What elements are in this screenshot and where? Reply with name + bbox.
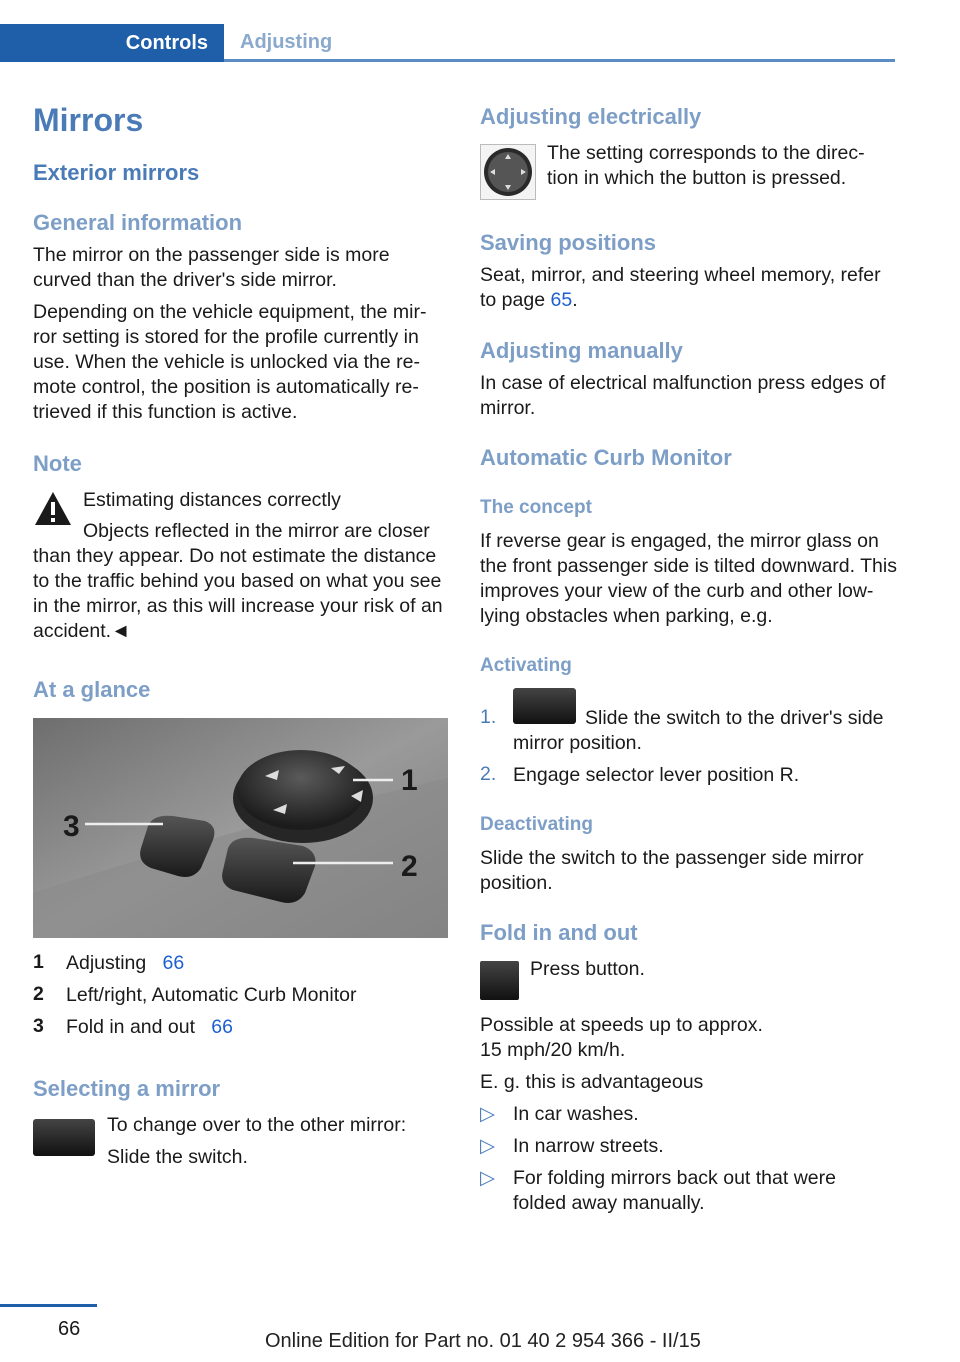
switch-icon	[513, 688, 576, 724]
manual-paragraph: In case of electrical malfunction press edges of mirror.	[480, 372, 886, 419]
heading-adjusting-electrically: Adjusting electrically	[480, 104, 702, 129]
concept-paragraph: If reverse gear is engaged, the mirror glass on the front passenger side is tilted downward. This improves your view of the curb and other low-lying obstacles when parking, e.g.	[480, 530, 897, 627]
page-number: 66	[58, 1318, 81, 1340]
heading-general-info: General information	[33, 210, 243, 235]
figure-label-3: 3	[63, 810, 80, 843]
heading-automatic-curb-monitor: Automatic Curb Monitor	[480, 445, 732, 470]
note-body-rest: than they appear. Do not estimate the distance to the traffic behind you based on what you see in the mirror, as this will increase your risk of an accident.◄	[33, 545, 443, 642]
general-paragraph-1: The mirror on the passenger side is more curved than the driver's side mirror.	[33, 244, 390, 291]
heading-deactivating: Deactivating	[480, 814, 593, 835]
deactivating-paragraph: Slide the switch to the passenger side mirror position.	[480, 847, 864, 894]
fold-button-icon	[480, 961, 519, 1000]
heading-activating: Activating	[480, 655, 572, 676]
bullet-icon: ▷	[480, 1135, 495, 1157]
saving-paragraph: Seat, mirror, and steering wheel memory, refer to page 65.	[480, 264, 881, 311]
footer-rule	[0, 1304, 97, 1307]
note-body-first: Objects reflected in the mirror are closer	[83, 520, 430, 542]
heading-note: Note	[33, 451, 82, 476]
heading-adjusting-manually: Adjusting manually	[480, 338, 683, 363]
page-reference-link[interactable]: 66	[211, 1016, 233, 1038]
section-heading-exterior: Exterior mirrors	[33, 160, 200, 185]
tab-controls[interactable]: Controls	[0, 24, 224, 62]
page-reference-link[interactable]: 65	[550, 289, 573, 311]
bullet-icon: ▷	[480, 1167, 495, 1189]
selecting-paragraph-2: Slide the switch.	[107, 1146, 248, 1168]
page-title: Mirrors	[33, 102, 144, 138]
heading-the-concept: The concept	[480, 497, 592, 518]
legend-text: Left/right, Automatic Curb Monitor	[66, 984, 357, 1006]
selecting-paragraph-1: To change over to the other mirror:	[107, 1114, 407, 1136]
legend-number: 2	[33, 983, 44, 1005]
step-text: Slide the switch to the driver's side	[585, 707, 884, 729]
heading-fold-in-and-out: Fold in and out	[480, 920, 638, 945]
heading-at-a-glance: At a glance	[33, 677, 151, 702]
step-number: 2.	[480, 763, 497, 785]
fold-paragraph: Press button.	[530, 958, 645, 980]
heading-selecting-mirror: Selecting a mirror	[33, 1076, 221, 1101]
list-item-continued: folded away manually.	[513, 1192, 705, 1214]
warning-triangle-icon	[33, 490, 73, 528]
step-number: 1.	[480, 706, 497, 728]
note-title: Estimating distances correctly	[83, 489, 341, 511]
list-item: In narrow streets.	[513, 1135, 664, 1157]
mirror-adjust-button-icon	[480, 144, 536, 200]
list-item: In car washes.	[513, 1103, 639, 1125]
possible-paragraph-1: Possible at speeds up to approx.	[480, 1014, 763, 1036]
list-item: For folding mirrors back out that were	[513, 1167, 836, 1189]
tab-adjusting[interactable]: Adjusting	[240, 31, 333, 53]
possible-paragraph-2: 15 mph/20 km/h.	[480, 1039, 626, 1061]
bullet-icon: ▷	[480, 1103, 495, 1125]
legend-number: 1	[33, 951, 44, 973]
legend-number: 3	[33, 1015, 44, 1037]
adjusting-electrically-paragraph: The setting corresponds to the direc-tion in which the button is pressed.	[547, 142, 865, 189]
figure-label-1: 1	[401, 764, 418, 797]
footer-edition: Online Edition for Part no. 01 40 2 954 366 - II/15	[265, 1330, 701, 1352]
mirror-controls-photo	[33, 718, 448, 938]
advantage-paragraph: E. g. this is advantageous	[480, 1071, 704, 1093]
header-rule	[224, 59, 895, 62]
switch-icon	[33, 1119, 95, 1156]
step-text-continued: mirror position.	[513, 732, 642, 754]
legend-text: Adjusting 66	[66, 952, 185, 974]
general-paragraph-2: Depending on the vehicle equipment, the mir-ror setting is stored for the profile currently in use. When the vehicle is unlocked via the re-mote control, the position is automatically re-trieved if this function is active.	[33, 301, 427, 423]
header-tabs	[0, 24, 895, 62]
page-reference-link[interactable]: 66	[162, 952, 185, 974]
heading-saving-positions: Saving positions	[480, 230, 657, 255]
step-text: Engage selector lever position R.	[513, 764, 800, 786]
figure-label-2: 2	[401, 850, 418, 883]
legend-text: Fold in and out 66	[66, 1016, 233, 1038]
